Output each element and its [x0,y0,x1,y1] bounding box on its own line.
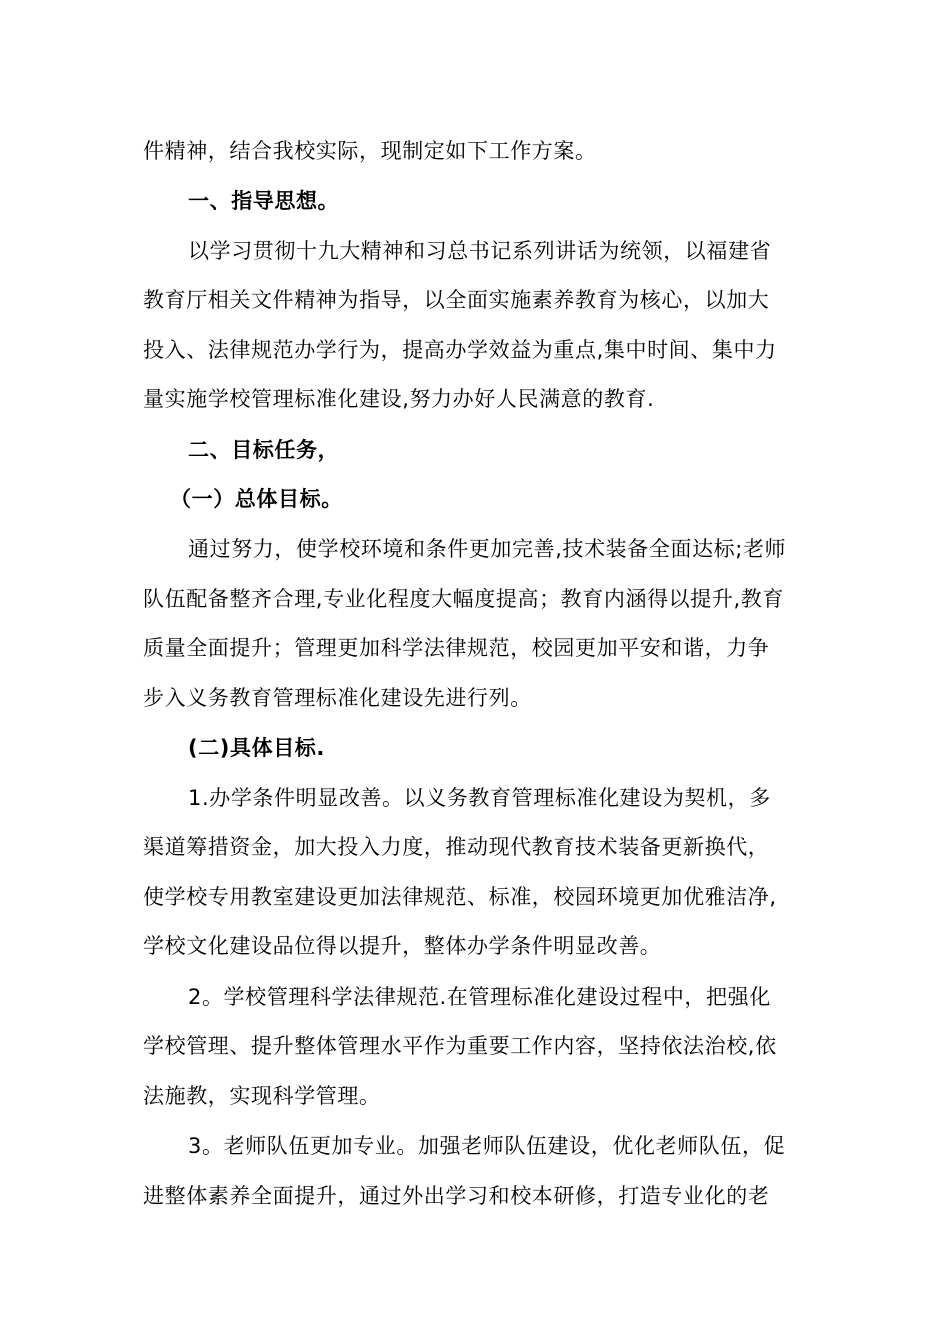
subsection-heading-overall-goal: （一）总体目标。 [170,487,343,511]
body-text-line: 量实施学校管理标准化建设,努力办好人民满意的教育. [143,387,655,411]
body-text-line: 通过努力，使学校环境和条件更加完善,技术装备全面达标;老师 [188,537,787,561]
subsection-heading-specific-goals: (二)具体目标. [188,736,325,760]
body-text-line: 1.办学条件明显改善。以义务教育管理标准化建设为契机，多 [188,786,771,810]
body-text-line: 使学校专用教室建设更加法律规范、标准，校园环境更加优雅洁净, [143,885,777,909]
body-text-line: 队伍配备整齐合理,专业化程度大幅度提高；教育内涵得以提升,教育 [143,587,784,611]
body-text-line: 投入、法律规范办学行为，提高办学效益为重点,集中时间、集中力 [143,338,777,362]
body-text-line: 以学习贯彻十九大精神和习总书记系列讲话为统领，以福建省 [188,239,772,263]
body-text-line: 进整体素养全面提升，通过外出学习和校本研修，打造专业化的老 [143,1184,770,1208]
body-text-line: 学校管理、提升整体管理水平作为重要工作内容，坚持依法治校,依 [143,1034,777,1058]
body-text-line: 法施教，实现科学管理。 [143,1084,381,1108]
body-text-line: 质量全面提升；管理更加科学法律规范，校园更加平安和谐，力争 [143,636,770,660]
body-text-line: 件精神，结合我校实际，现制定如下工作方案。 [143,139,597,163]
body-text-line: 学校文化建设品位得以提升，整体办学条件明显改善。 [143,934,662,958]
body-text-line: 3。老师队伍更加专业。加强老师队伍建设，优化老师队伍，促 [188,1134,786,1158]
section-heading-guiding-ideology: 一、指导思想。 [188,189,340,213]
body-text-line: 渠道筹措资金，加大投入力度，推动现代教育技术装备更新换代， [143,835,770,859]
body-text-line: 教育厅相关文件精神为指导，以全面实施素养教育为核心，以加大 [143,288,770,312]
section-heading-goals: 二、目标任务， [188,438,340,462]
body-text-line: 2。学校管理科学法律规范.在管理标准化建设过程中，把强化 [188,985,771,1009]
body-text-line: 步入义务教育管理标准化建设先进行列。 [143,686,532,710]
